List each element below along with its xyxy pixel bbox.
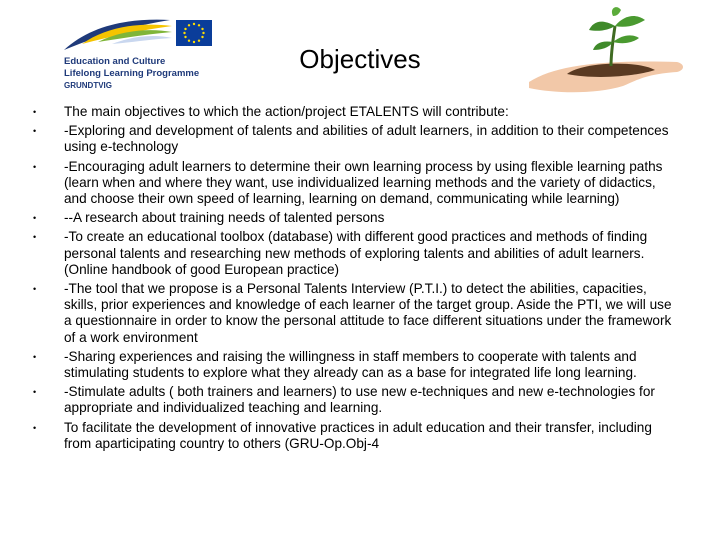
logo-text — [64, 56, 224, 92]
list-item-text: The main objectives to which the action/project ETALENTS will contribute: — [64, 104, 509, 119]
list-item-text: -Exploring and development of talents and abilities of adult learners, in addition to their competences using e-technology — [64, 123, 669, 155]
list-item — [28, 123, 676, 155]
list-item — [28, 104, 676, 120]
bullet-glyph: • — [33, 126, 37, 137]
list-item-text: -The tool that we propose is a Personal Talents Interview (P.T.I.) to detect the abilities, capacities, skills, prior experiences and knowledge of each learner of the target group. Aside the PTI, we will use a questionnaire in order to know the personal attitude to face different situations under the framework of a work environment — [64, 281, 672, 345]
list-item — [28, 349, 676, 381]
list-item-text: --A research about training needs of talented persons — [64, 210, 385, 226]
plant-in-hand-icon — [527, 4, 687, 96]
logo-line-1: Education and Culture — [64, 56, 166, 67]
swoosh-logo-icon — [62, 14, 174, 54]
list-item — [28, 159, 676, 208]
list-item-text: -Stimulate adults ( both trainers and learners) to use new e-techniques and new e-technologies for appropriate and individualized teaching and learning. — [64, 384, 655, 416]
eu-flag-icon — [176, 20, 212, 46]
logo-line-3: GRUNDTVIG — [64, 81, 112, 90]
objectives-list — [28, 104, 676, 455]
bullet-glyph: • — [33, 351, 37, 362]
education-culture-logo — [60, 10, 220, 98]
bullet-glyph: • — [33, 422, 37, 433]
bullet-glyph: • — [33, 232, 37, 243]
logo-line-2: Lifelong Learning Programme — [64, 68, 200, 79]
list-item — [28, 384, 676, 416]
bullet-glyph: • — [33, 161, 37, 172]
list-item — [28, 229, 676, 278]
list-item — [28, 420, 676, 452]
list-item-text: -Encouraging adult learners to determine their own learning process by using flexible learning paths (learn when and where they want, use individualized learning methods and the variety of didactics, and choose their own speed of learning, learning on demand, communicating while learning) — [64, 158, 663, 207]
list-item — [28, 281, 676, 346]
bullet-glyph: • — [33, 107, 37, 117]
list-item-text: -Sharing experiences and raising the willingness in staff members to cooperate with talents and stimulating students to explore what they already can as a base for integrated life long learning. — [64, 348, 637, 381]
page-title: Objectives — [299, 44, 421, 74]
bullet-glyph: • — [33, 284, 37, 295]
list-item-text: -To create an educational toolbox (database) with different good practices and methods of finding personal talents and researching new methods of exploring talents and abilities of adult learners. (Online handbook of good European practice) — [64, 229, 648, 277]
bullet-glyph: • — [33, 387, 37, 398]
bullet-glyph: • — [33, 213, 37, 224]
list-item — [28, 210, 676, 226]
list-item-text: To facilitate the development of innovative practices in adult education and their transfer, including from aparticipating country to others (GRU-Op.Obj-4 — [64, 419, 652, 451]
